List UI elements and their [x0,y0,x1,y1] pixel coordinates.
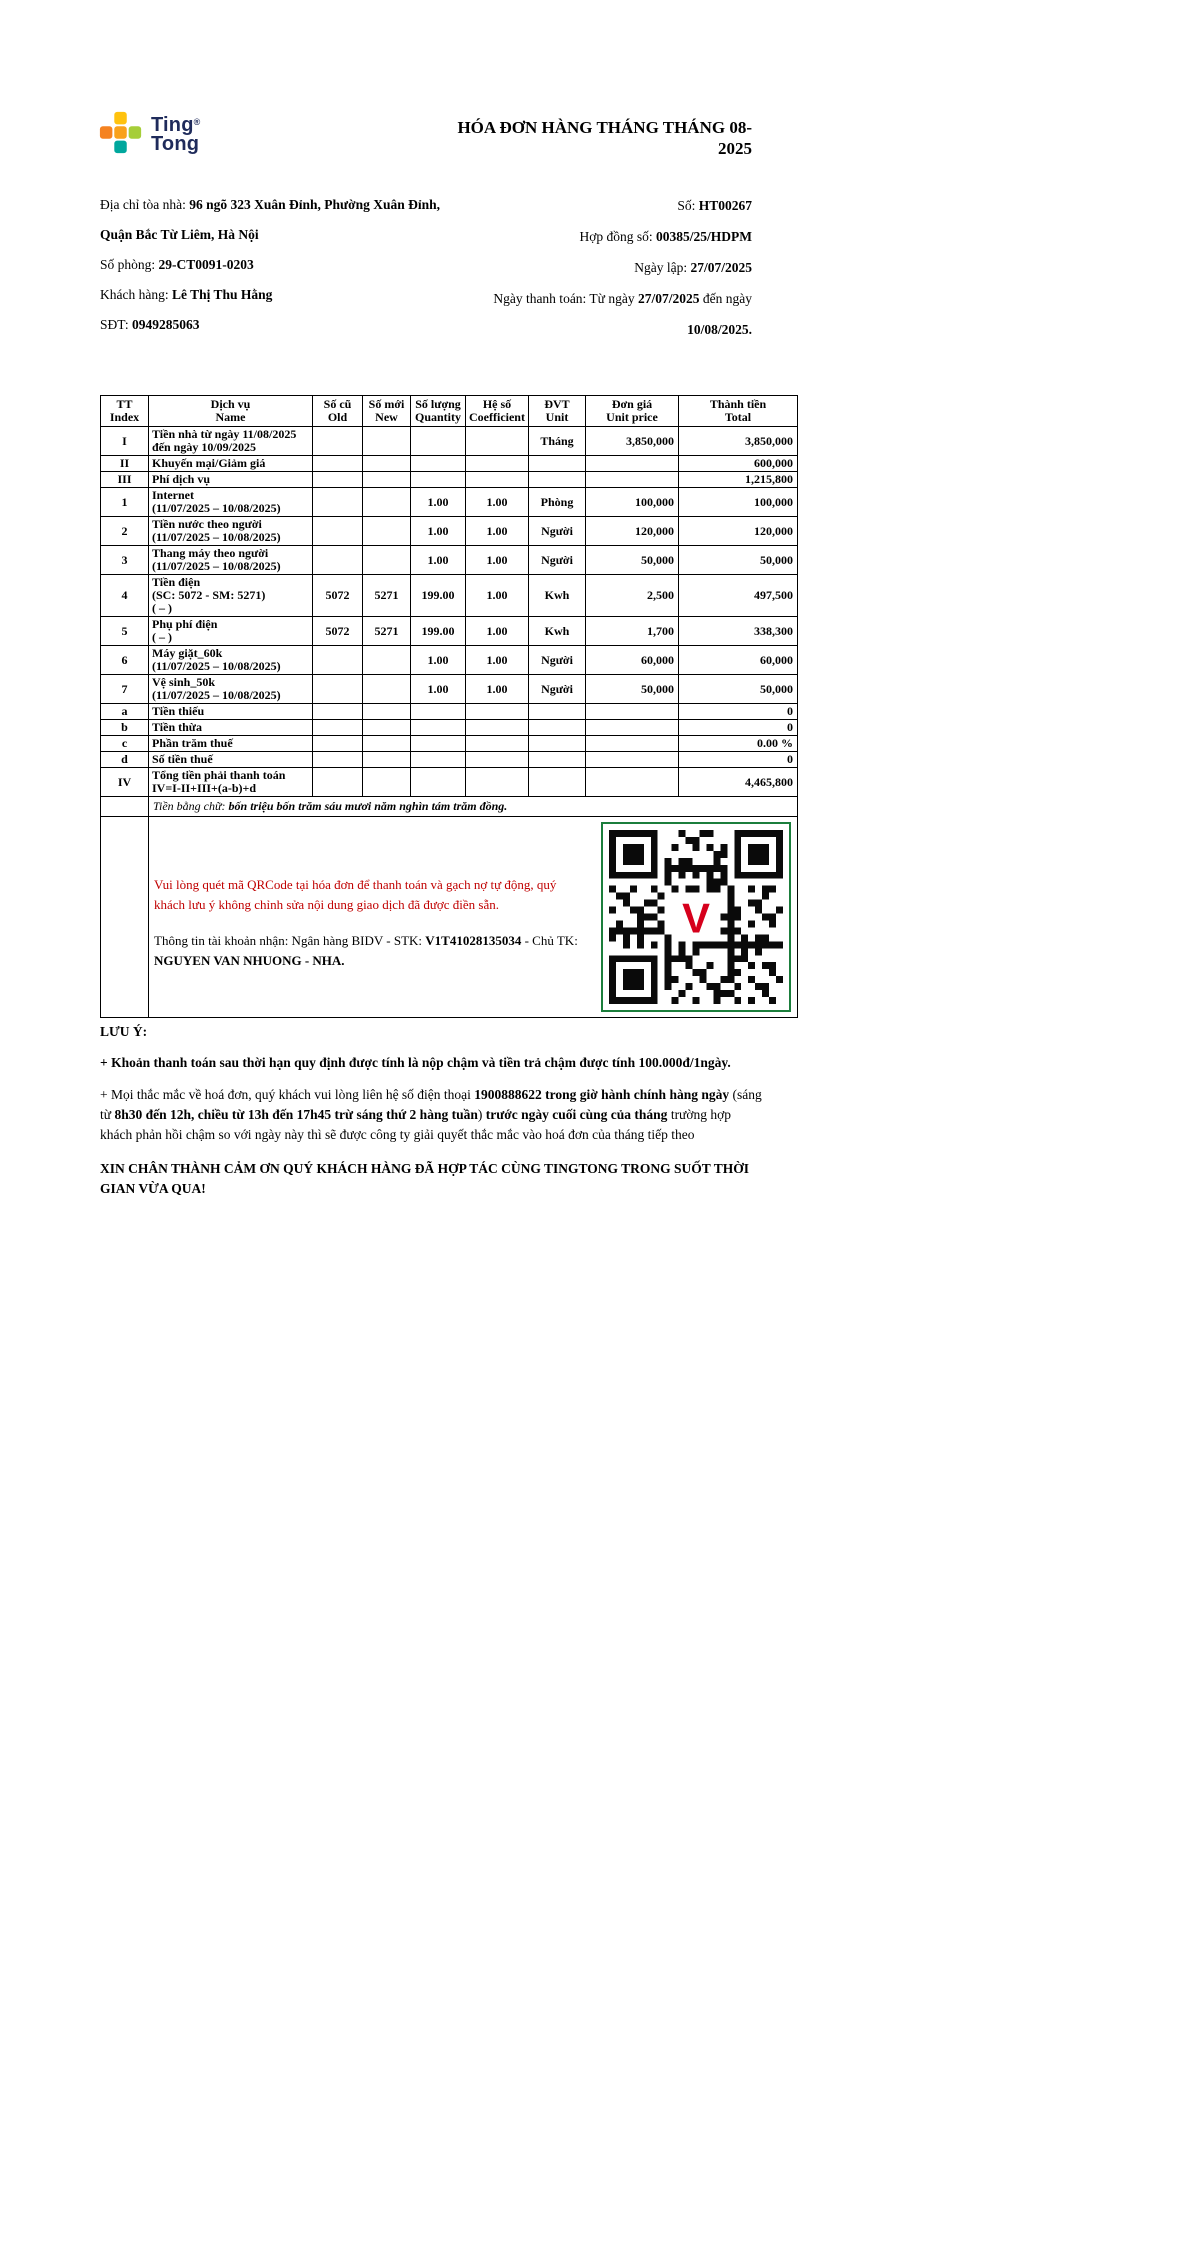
payment-qr-code [601,822,791,1012]
column-header-line: Name [215,410,246,424]
cell-qty: 199.00 [411,617,466,646]
service-name-line: (11/07/2025 – 10/08/2025) [152,530,281,544]
cell-idx: 6 [101,646,149,675]
cell-total: 50,000 [679,546,798,575]
cell-name [149,704,313,720]
cell-price [586,768,679,797]
column-header-line: Unit [545,410,569,424]
address-line [100,190,480,250]
column-header-line: Quantity [414,410,461,424]
column-header-line: Unit price [606,410,658,424]
cell-new [363,752,411,768]
cell-old [313,752,363,768]
room-value: 29-CT0091-0203 [158,257,254,272]
cell-old [313,736,363,752]
cell-price [586,736,679,752]
footer-notes [100,1022,762,1199]
cell-name [149,546,313,575]
cell-old: 5072 [313,575,363,617]
cell-unit: Tháng [529,427,586,456]
cell-idx: 1 [101,488,149,517]
cell-qty: 1.00 [411,675,466,704]
cell-name [149,427,313,456]
column-header [363,396,411,427]
cell-coef: 1.00 [466,617,529,646]
text-segment: 8h30 đến 12h, chiều từ 13h đến 17h45 trừ sáng thứ 2 hàng tuần [114,1107,478,1122]
column-header-line: Old [327,410,348,424]
cell-unit [529,704,586,720]
cell-new [363,546,411,575]
cell-coef: 1.00 [466,675,529,704]
service-name-line: Tiền nhà từ ngày 11/08/2025 [152,427,297,441]
cell-unit: Kwh [529,617,586,646]
cell-coef: 1.00 [466,488,529,517]
cell-new [363,427,411,456]
customer-value: Lê Thị Thu Hằng [171,287,273,302]
cell-coef [466,456,529,472]
issue-date-line [443,252,752,283]
logo-word-ting [151,113,201,135]
late-payment-note: + Khoản thanh toán sau thời hạn quy định được tính là nộp chậm và tiền trả chậm được tính 100.000đ/1ngày. [100,1055,731,1070]
cell-total: 0 [679,752,798,768]
table-row [101,488,798,517]
service-name-line: Khuyến mại/Giảm giá [152,456,266,470]
cell-total: 60,000 [679,646,798,675]
cell-empty [101,817,149,1018]
text-segment: - Chủ TK: [521,933,578,948]
service-name-line: Tiền thiếu [152,704,205,718]
service-name-line: Tiền nước theo người [152,517,262,531]
cell-new [363,456,411,472]
cell-price: 2,500 [586,575,679,617]
cell-old [313,720,363,736]
cell-coef: 1.00 [466,575,529,617]
address-label: Địa chỉ tòa nhà: [100,197,190,212]
cell-new [363,736,411,752]
service-name-line: IV=I-II+III+(a-b)+d [152,781,257,795]
column-header-line: ĐVT [544,397,570,411]
service-name-line: (11/07/2025 – 10/08/2025) [152,659,281,673]
cell-name [149,736,313,752]
cell-total: 4,465,800 [679,768,798,797]
cell-qty [411,752,466,768]
service-name-line: Phí dịch vụ [152,472,211,486]
cell-new [363,704,411,720]
service-name-line: Phần trăm thuế [152,736,233,750]
cell-total: 1,215,800 [679,472,798,488]
table-row [101,768,798,797]
amount-in-words-value: bốn triệu bốn trăm sáu mươi năm nghìn tám trăm đồng. [228,799,508,813]
text-segment: V1T41028135034 [425,933,522,948]
cell-coef: 1.00 [466,517,529,546]
cell-coef [466,768,529,797]
table-row [101,617,798,646]
column-header-line: Coefficient [469,410,525,424]
cell-idx: 4 [101,575,149,617]
cell-idx: II [101,456,149,472]
contract-value: 00385/25/HDPM [656,229,752,244]
column-header-line: Hệ số [482,397,512,411]
address-value-line2: Quận Bắc Từ Liêm, Hà Nội [100,227,259,242]
cell-price: 3,850,000 [586,427,679,456]
cell-total: 50,000 [679,675,798,704]
cell-idx: d [101,752,149,768]
cell-name [149,575,313,617]
cell-qty [411,456,466,472]
cell-qty: 1.00 [411,546,466,575]
table-header-row [101,396,798,427]
cell-coef [466,752,529,768]
cell-qty: 199.00 [411,575,466,617]
column-header-line: Đơn giá [611,397,653,411]
cell-idx: 5 [101,617,149,646]
cell-old [313,517,363,546]
svg-text:V: V [682,894,710,942]
invoice-title-line2: 2025 [718,139,752,158]
logo-ting: Ting [151,113,194,136]
column-header-line: Số mới [368,397,405,411]
cell-name [149,456,313,472]
cell-qty [411,736,466,752]
cell-unit [529,720,586,736]
cell-price [586,472,679,488]
service-name-line: ( – ) [152,630,172,644]
table-row [101,752,798,768]
cell-old: 5072 [313,617,363,646]
cell-qty: 1.00 [411,517,466,546]
cell-price: 1,700 [586,617,679,646]
cell-old [313,704,363,720]
cell-new [363,646,411,675]
column-header [411,396,466,427]
cell-new [363,517,411,546]
cell-total: 0 [679,704,798,720]
table-row [101,646,798,675]
service-name-line: Thang máy theo người [152,546,269,560]
column-header [679,396,798,427]
cell-idx: I [101,427,149,456]
issue-date-value: 27/07/2025 [690,260,752,275]
text-segment: 10/08/2025. [687,322,752,337]
cell-new [363,488,411,517]
hotline-note [100,1085,762,1145]
cell-unit [529,456,586,472]
table-row [101,720,798,736]
cell-coef: 1.00 [466,546,529,575]
service-name-line: ( – ) [152,601,172,615]
cell-idx: a [101,704,149,720]
text-segment: NGUYEN VAN NHUONG - NHA. [154,953,345,968]
cell-qty [411,427,466,456]
cell-new: 5271 [363,617,411,646]
table-row [101,704,798,720]
cell-unit: Người [529,517,586,546]
room-label: Số phòng: [100,257,159,272]
bank-account-info [154,931,589,971]
cell-qty [411,768,466,797]
cell-unit: Kwh [529,575,586,617]
cell-name [149,720,313,736]
service-name-line: Tiền điện [152,575,201,589]
phone-value: 0949285063 [131,317,200,332]
cell-qty: 1.00 [411,488,466,517]
contract-label: Hợp đồng số: [579,229,656,244]
service-name-line: (11/07/2025 – 10/08/2025) [152,501,281,515]
text-segment: Thông tin tài khoản nhận: Ngân hàng BIDV - STK: [154,933,426,948]
cell-idx: 7 [101,675,149,704]
cell-coef: 1.00 [466,646,529,675]
column-header-line: Dịch vụ [210,397,251,411]
text-segment: 27/07/2025 [638,291,700,306]
cell-price: 100,000 [586,488,679,517]
service-name-line: (11/07/2025 – 10/08/2025) [152,688,281,702]
cell-new: 5271 [363,575,411,617]
cell-idx: c [101,736,149,752]
cell-old [313,675,363,704]
amount-in-words-cell [149,797,798,817]
cell-total: 338,300 [679,617,798,646]
invoice-number-value: HT00267 [698,198,752,213]
cell-name [149,646,313,675]
cell-coef [466,704,529,720]
table-row [101,517,798,546]
payment-info-cell [149,817,798,1018]
customer-label: Khách hàng: [100,287,172,302]
cell-name [149,768,313,797]
column-header-line: Số cũ [323,397,352,411]
cell-new [363,720,411,736]
invoice-title [440,117,752,159]
cell-price: 50,000 [586,546,679,575]
service-name-line: Vệ sinh_50k [152,675,216,689]
column-header-line: Số lượng [415,397,461,411]
column-header-line: Index [109,410,140,424]
address-value-line1: 96 ngõ 323 Xuân Đỉnh, Phường Xuân Đỉnh, [189,197,441,212]
service-name-line: Phụ phí điện [152,617,218,631]
cell-name [149,617,313,646]
cell-total: 3,850,000 [679,427,798,456]
table-row [101,736,798,752]
column-header [466,396,529,427]
cell-price: 50,000 [586,675,679,704]
service-name-line: (11/07/2025 – 10/08/2025) [152,559,281,573]
column-header [101,396,149,427]
cell-unit [529,472,586,488]
cell-new [363,768,411,797]
issue-date-label: Ngày lập: [634,260,691,275]
cell-total: 100,000 [679,488,798,517]
cell-idx: 3 [101,546,149,575]
phone-line [100,310,480,340]
column-header-line: Total [724,410,752,424]
cell-name [149,752,313,768]
qr-instruction-text: Vui lòng quét mã QRCode tại hóa đơn để thanh toán và gạch nợ tự động, quý khách lưu ý không chỉnh sửa nội dung giao dịch đã được điền sẵn. [154,877,557,912]
cell-total: 0 [679,720,798,736]
building-info [100,190,480,340]
table-row [101,546,798,575]
tingtong-logo-icon [98,110,144,156]
cell-idx: IV [101,768,149,797]
logo-text [151,113,201,154]
column-header-line: New [375,410,398,424]
table-row [101,472,798,488]
contract-line [443,221,752,252]
cell-total: 120,000 [679,517,798,546]
table-row [101,456,798,472]
cell-idx: 2 [101,517,149,546]
cell-unit: Người [529,646,586,675]
cell-old [313,456,363,472]
cell-coef [466,736,529,752]
cell-unit: Người [529,546,586,575]
service-name-line: Tổng tiền phải thanh toán [152,768,286,782]
service-name-line: Internet [152,488,194,502]
cell-old [313,488,363,517]
customer-line [100,280,480,310]
service-name-line: Số tiền thuế [152,752,213,766]
cell-price: 60,000 [586,646,679,675]
cell-unit [529,736,586,752]
amount-in-words-label: Tiền bằng chữ: [153,799,229,813]
cell-unit: Phòng [529,488,586,517]
invoice-number-label: Số: [677,198,699,213]
table-row [101,675,798,704]
text-segment: Ngày thanh toán: Từ ngày [493,291,638,306]
cell-total: 0.00 % [679,736,798,752]
cell-empty [101,797,149,817]
invoice-number-line [443,190,752,221]
invoice-title-line1: HÓA ĐƠN HÀNG THÁNG THÁNG 08- [457,118,752,137]
cell-new [363,675,411,704]
cell-old [313,646,363,675]
service-name-line: đến ngày 10/09/2025 [152,440,257,454]
cell-old [313,427,363,456]
tingtong-logo [98,110,201,156]
text-segment: trường hợp khách phản hồi chậm so với ngày này thì sẽ được công ty giải quyết thắc mắc vào hoá đơn của tháng tiếp theo [100,1107,732,1142]
text-segment: + Mọi thắc mắc về hoá đơn, quý khách vui lòng liên hệ số điện thoại [100,1087,475,1102]
phone-label: SĐT: [100,317,132,332]
logo-word-tong: Tong [151,132,200,155]
cell-old [313,472,363,488]
cell-name [149,675,313,704]
column-header [529,396,586,427]
cell-qty [411,472,466,488]
thank-you-note: XIN CHÂN THÀNH CẢM ƠN QUÝ KHÁCH HÀNG ĐÃ HỢP TÁC CÙNG TINGTONG TRONG SUỐT THỜI GIAN VỪA QUA! [100,1161,749,1196]
notes-title: LƯU Ý: [100,1024,148,1039]
cell-name [149,472,313,488]
cell-idx: III [101,472,149,488]
qr-code-image [609,830,783,1004]
cell-idx: b [101,720,149,736]
cell-total: 497,500 [679,575,798,617]
column-header [313,396,363,427]
cell-old [313,546,363,575]
invoice-meta [443,190,752,345]
payment-text-block [149,817,601,981]
cell-price [586,720,679,736]
cell-unit [529,768,586,797]
cell-price [586,704,679,720]
table-row [101,427,798,456]
cell-unit [529,752,586,768]
cell-old [313,768,363,797]
registered-mark-icon: ® [193,116,201,127]
cell-price [586,752,679,768]
amount-in-words-row [101,797,798,817]
room-line [100,250,480,280]
payment-qr-row [101,817,798,1018]
cell-coef [466,472,529,488]
text-segment: trước ngày cuối cùng của tháng [485,1107,668,1122]
text-segment: 1900888622 trong giờ hành chính hàng ngày [474,1087,730,1102]
cell-name [149,517,313,546]
cell-name [149,488,313,517]
cell-qty [411,720,466,736]
payment-info-layout [149,817,797,1017]
cell-price: 120,000 [586,517,679,546]
text-segment: (sáng từ [100,1087,762,1122]
cell-coef [466,720,529,736]
cell-qty [411,704,466,720]
text-segment: đến ngày [699,291,752,306]
column-header-line: TT [116,397,133,411]
cell-new [363,472,411,488]
column-header [586,396,679,427]
payment-period-line [443,283,752,345]
service-name-line: (SC: 5072 - SM: 5271) [152,588,266,602]
cell-total: 600,000 [679,456,798,472]
service-name-line: Tiền thừa [152,720,202,734]
cell-coef [466,427,529,456]
column-header [149,396,313,427]
table-row [101,575,798,617]
invoice-table [100,395,798,1018]
cell-unit: Người [529,675,586,704]
cell-price [586,456,679,472]
cell-qty: 1.00 [411,646,466,675]
service-name-line: Máy giặt_60k [152,646,223,660]
column-header-line: Thành tiền [709,397,767,411]
text-segment: ) [477,1107,486,1122]
